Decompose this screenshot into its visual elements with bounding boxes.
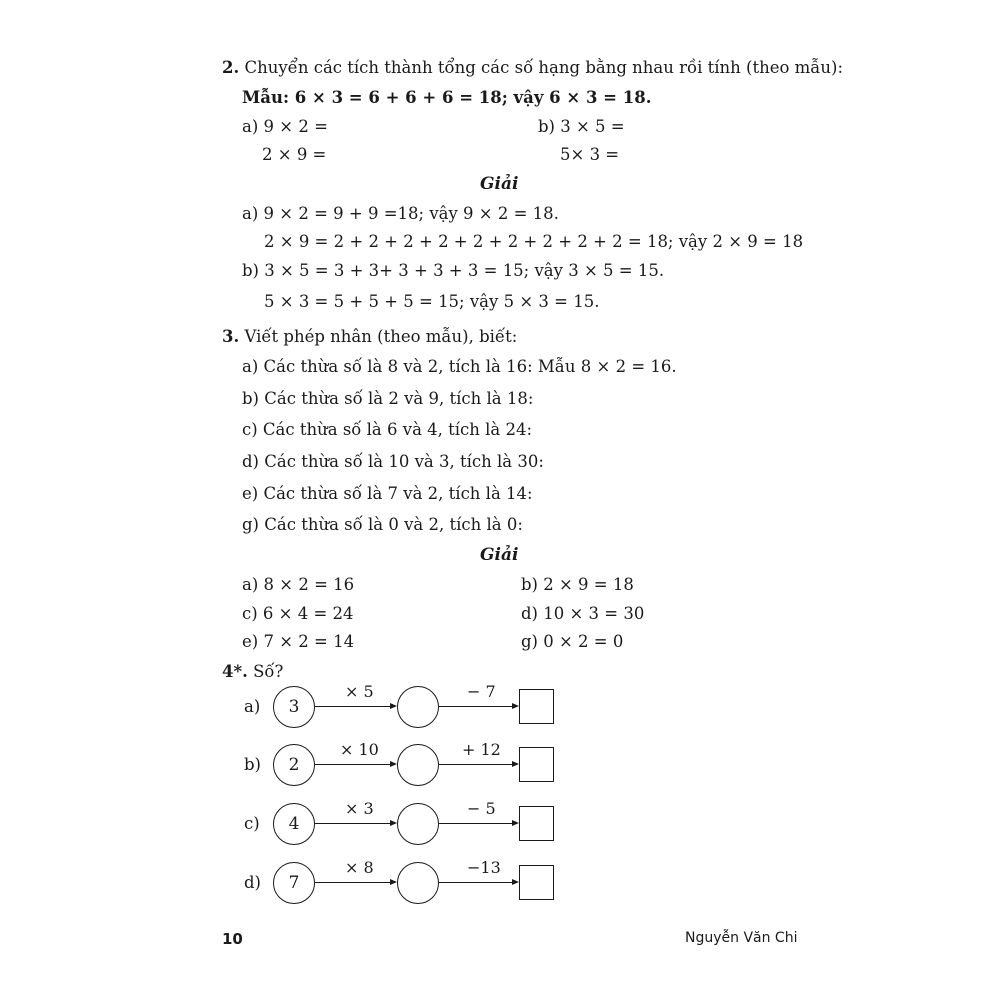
exercise-3-solution: b) 2 × 9 = 18 — [521, 575, 634, 594]
page-number: 10 — [222, 930, 243, 948]
exercise-3-solution-heading: Giải — [480, 545, 519, 565]
exercise-3-solution: g) 0 × 2 = 0 — [521, 632, 624, 651]
exercise-3-solution: d) 10 × 3 = 30 — [521, 604, 645, 623]
author-name: Nguyễn Văn Chi — [685, 930, 798, 946]
arrow-icon — [439, 882, 517, 883]
blank-answer-circle[interactable] — [397, 686, 439, 728]
exercise-number: 4*. — [222, 662, 248, 681]
operation-1: × 3 — [345, 799, 374, 818]
row-label: d) — [244, 873, 261, 892]
operation-2: + 12 — [462, 740, 501, 759]
exercise-2-a2: 2 × 9 = — [262, 145, 327, 164]
exercise-2-sol-a2: 2 × 9 = 2 + 2 + 2 + 2 + 2 + 2 + 2 + 2 + 2 = 18; vậy 2 × 9 = 18 — [264, 232, 804, 251]
exercise-2-sol-b2: 5 × 3 = 5 + 5 + 5 = 15; vậy 5 × 3 = 15. — [264, 292, 600, 311]
exercise-2-example: Mẫu: 6 × 3 = 6 + 6 + 6 = 18; vậy 6 × 3 = 18. — [242, 88, 652, 107]
arrow-icon — [315, 823, 395, 824]
operation-2: − 7 — [467, 682, 496, 701]
exercise-3-item: e) Các thừa số là 7 và 2, tích là 14: — [242, 484, 533, 503]
blank-answer-circle[interactable] — [397, 744, 439, 786]
exercise-2-title — [222, 58, 843, 78]
row-label: c) — [244, 814, 260, 833]
blank-answer-box[interactable] — [519, 747, 554, 782]
exercise-3-solution: a) 8 × 2 = 16 — [242, 575, 355, 594]
exercise-number: 3. — [222, 327, 240, 346]
exercise-number: 2. — [222, 58, 240, 77]
number-chain-row-a — [240, 683, 570, 733]
row-label: a) — [244, 697, 261, 716]
number-chain-row-d — [240, 859, 570, 909]
row-label: b) — [244, 755, 261, 774]
blank-answer-circle[interactable] — [397, 862, 439, 904]
exercise-3-item: a) Các thừa số là 8 và 2, tích là 16: Mẫu 8 × 2 = 16. — [242, 357, 677, 376]
arrow-icon — [439, 764, 517, 765]
blank-answer-box[interactable] — [519, 865, 554, 900]
number-chain-row-c — [240, 800, 570, 850]
exercise-title-text: Chuyển các tích thành tổng các số hạng bằng nhau rồi tính (theo mẫu): — [244, 58, 844, 77]
exercise-2-sol-b1: b) 3 × 5 = 3 + 3+ 3 + 3 + 3 = 15; vậy 3 × 5 = 15. — [242, 261, 665, 280]
blank-answer-circle[interactable] — [397, 803, 439, 845]
exercise-3-solution: c) 6 × 4 = 24 — [242, 604, 354, 623]
start-number-circle: 7 — [273, 862, 315, 904]
arrow-icon — [439, 706, 517, 707]
exercise-3-item: c) Các thừa số là 6 và 4, tích là 24: — [242, 420, 533, 439]
arrow-icon — [315, 706, 395, 707]
arrow-icon — [439, 823, 517, 824]
operation-2: −13 — [467, 858, 501, 877]
exercise-2-a1: a) 9 × 2 = — [242, 117, 328, 136]
exercise-3-item: g) Các thừa số là 0 và 2, tích là 0: — [242, 515, 523, 534]
start-number-circle: 2 — [273, 744, 315, 786]
operation-1: × 5 — [345, 682, 374, 701]
operation-1: × 8 — [345, 858, 374, 877]
operation-2: − 5 — [467, 799, 496, 818]
exercise-3-solution: e) 7 × 2 = 14 — [242, 632, 355, 651]
arrow-icon — [315, 882, 395, 883]
exercise-3-item: d) Các thừa số là 10 và 3, tích là 30: — [242, 452, 544, 471]
exercise-2-b1: b) 3 × 5 = — [538, 117, 625, 136]
number-chain-row-b — [240, 741, 570, 791]
exercise-title-text: Số? — [253, 662, 284, 681]
operation-1: × 10 — [340, 740, 379, 759]
exercise-3-title — [222, 327, 517, 347]
start-number-circle: 4 — [273, 803, 315, 845]
blank-answer-box[interactable] — [519, 689, 554, 724]
exercise-2-solution-heading: Giải — [480, 174, 519, 194]
exercise-title-text: Viết phép nhân (theo mẫu), biết: — [244, 327, 518, 346]
exercise-3-item: b) Các thừa số là 2 và 9, tích là 18: — [242, 389, 534, 408]
start-number-circle: 3 — [273, 686, 315, 728]
exercise-4-title — [222, 662, 283, 682]
arrow-icon — [315, 764, 395, 765]
exercise-2-b2: 5× 3 = — [560, 145, 620, 164]
exercise-2-sol-a1: a) 9 × 2 = 9 + 9 =18; vậy 9 × 2 = 18. — [242, 204, 559, 223]
blank-answer-box[interactable] — [519, 806, 554, 841]
